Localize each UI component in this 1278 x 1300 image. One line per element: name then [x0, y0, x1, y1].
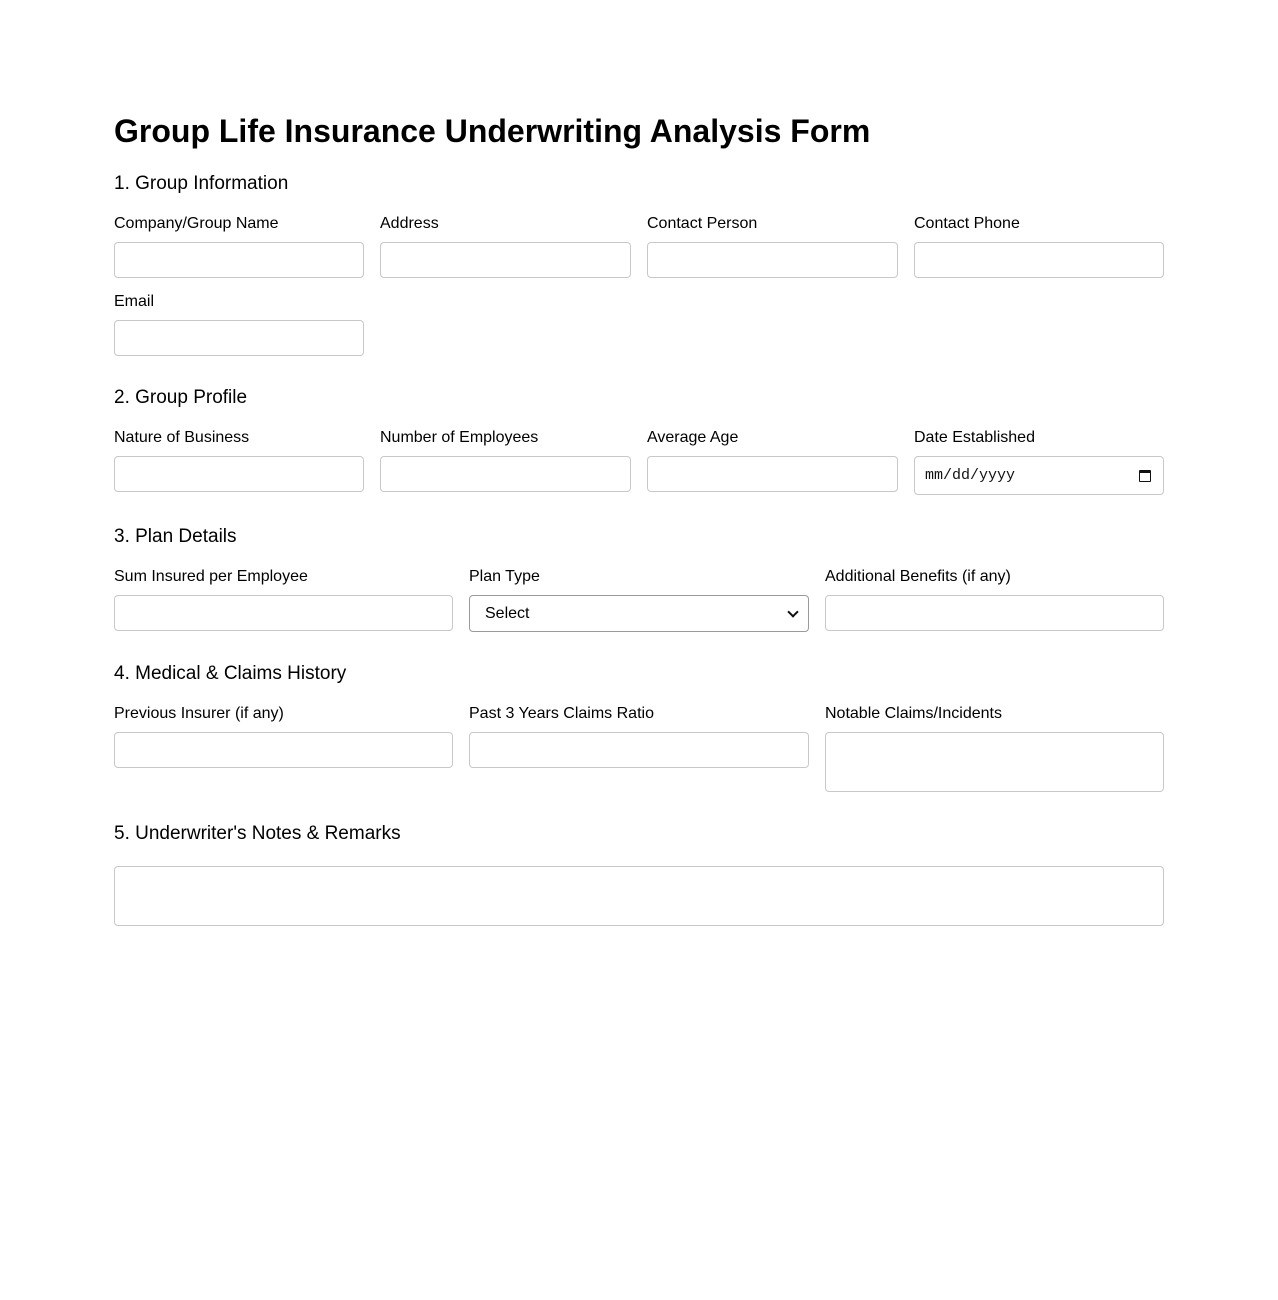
company-name-field-group [114, 214, 364, 234]
date-placeholder: mm/dd/yyyy [925, 467, 1016, 484]
sum-insured-field-group [114, 567, 453, 587]
previous-insurer-label: Previous Insurer (if any) [114, 705, 284, 722]
additional-benefits-input[interactable] [825, 595, 1164, 631]
address-input[interactable] [380, 242, 631, 278]
average-age-field-group [647, 428, 898, 448]
chevron-down-icon [787, 606, 798, 617]
plan-type-selected-value: Select [485, 604, 530, 622]
page-title: Group Life Insurance Underwriting Analysis Form [114, 113, 871, 149]
claims-ratio-input[interactable] [469, 732, 809, 768]
claims-ratio-label: Past 3 Years Claims Ratio [469, 705, 654, 722]
contact-person-label: Contact Person [647, 215, 758, 232]
section-title-group-information: 1. Group Information [114, 173, 289, 194]
contact-phone-label: Contact Phone [914, 215, 1020, 232]
date-established-input[interactable] [914, 456, 1164, 495]
notable-claims-field-group [825, 704, 1164, 724]
contact-person-field-group [647, 214, 898, 234]
plan-type-select[interactable] [469, 595, 809, 632]
notable-claims-textarea[interactable] [825, 732, 1164, 792]
date-established-label: Date Established [914, 429, 1035, 446]
average-age-label: Average Age [647, 429, 739, 446]
sum-insured-label: Sum Insured per Employee [114, 568, 308, 585]
contact-phone-field-group [914, 214, 1164, 234]
section-title-group-profile: 2. Group Profile [114, 387, 248, 408]
additional-benefits-label: Additional Benefits (if any) [825, 568, 1011, 585]
company-name-label: Company/Group Name [114, 215, 279, 232]
previous-insurer-field-group [114, 704, 453, 724]
company-name-input[interactable] [114, 242, 364, 278]
section-title-medical-claims-history: 4. Medical & Claims History [114, 663, 347, 684]
date-established-field-group [914, 428, 1164, 484]
claims-ratio-field-group [469, 704, 809, 724]
nature-of-business-input[interactable] [114, 456, 364, 492]
contact-person-input[interactable] [647, 242, 898, 278]
nature-of-business-field-group [114, 428, 364, 448]
section-title-underwriter-notes: 5. Underwriter's Notes & Remarks [114, 823, 401, 844]
email-input[interactable] [114, 320, 364, 356]
plan-type-label: Plan Type [469, 568, 540, 585]
email-field-group [114, 292, 364, 312]
number-of-employees-field-group [380, 428, 631, 448]
average-age-input[interactable] [647, 456, 898, 492]
address-field-group [380, 214, 631, 234]
previous-insurer-input[interactable] [114, 732, 453, 768]
address-label: Address [380, 215, 439, 232]
additional-benefits-field-group [825, 567, 1164, 587]
number-of-employees-label: Number of Employees [380, 429, 539, 446]
underwriter-notes-textarea[interactable] [114, 866, 1164, 926]
section-title-plan-details: 3. Plan Details [114, 526, 237, 547]
number-of-employees-input[interactable] [380, 456, 631, 492]
calendar-icon[interactable] [1139, 470, 1151, 482]
contact-phone-input[interactable] [914, 242, 1164, 278]
sum-insured-input[interactable] [114, 595, 453, 631]
plan-type-field-group [469, 567, 809, 622]
notable-claims-label: Notable Claims/Incidents [825, 705, 1002, 722]
email-label: Email [114, 293, 155, 310]
nature-of-business-label: Nature of Business [114, 429, 250, 446]
